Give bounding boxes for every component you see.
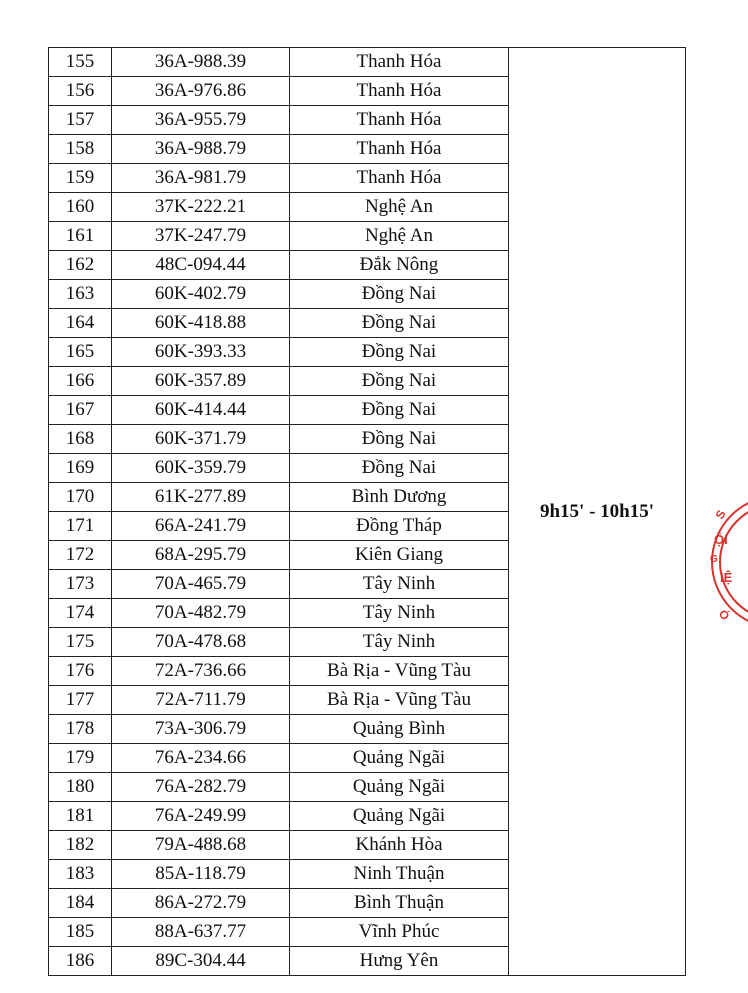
row-number-cell: 166: [49, 367, 112, 396]
row-number-cell: 167: [49, 396, 112, 425]
plate-number-cell: 76A-249.99: [112, 802, 290, 831]
row-number-cell: 174: [49, 599, 112, 628]
province-cell: Nghệ An: [290, 222, 509, 251]
plate-number-cell: 76A-234.66: [112, 744, 290, 773]
plate-number-cell: 66A-241.79: [112, 512, 290, 541]
province-cell: Khánh Hòa: [290, 831, 509, 860]
plate-number-cell: 73A-306.79: [112, 715, 290, 744]
row-number-cell: 165: [49, 338, 112, 367]
province-cell: Đồng Nai: [290, 425, 509, 454]
province-cell: Thanh Hóa: [290, 135, 509, 164]
row-number-cell: 164: [49, 309, 112, 338]
row-number-cell: 155: [49, 48, 112, 77]
plate-number-cell: 86A-272.79: [112, 889, 290, 918]
plate-number-cell: 37K-222.21: [112, 193, 290, 222]
row-number-cell: 170: [49, 483, 112, 512]
row-number-cell: 177: [49, 686, 112, 715]
plate-number-cell: 36A-988.39: [112, 48, 290, 77]
province-cell: Thanh Hóa: [290, 48, 509, 77]
plate-number-cell: 36A-955.79: [112, 106, 290, 135]
plate-number-cell: 48C-094.44: [112, 251, 290, 280]
row-number-cell: 178: [49, 715, 112, 744]
row-number-cell: 156: [49, 77, 112, 106]
stamp-text: ỘI: [714, 532, 728, 547]
province-cell: Vĩnh Phúc: [290, 918, 509, 947]
stamp-text: IỆ: [720, 570, 733, 585]
plate-number-cell: 70A-478.68: [112, 628, 290, 657]
svg-text:Ó: Ó: [715, 606, 733, 624]
plate-number-cell: 36A-981.79: [112, 164, 290, 193]
row-number-cell: 180: [49, 773, 112, 802]
province-cell: Đồng Nai: [290, 367, 509, 396]
row-number-cell: 176: [49, 657, 112, 686]
row-number-cell: 171: [49, 512, 112, 541]
province-cell: Đồng Nai: [290, 338, 509, 367]
province-cell: Thanh Hóa: [290, 106, 509, 135]
row-number-cell: 185: [49, 918, 112, 947]
province-cell: Tây Ninh: [290, 599, 509, 628]
stamp-text: G: [710, 554, 718, 565]
plate-number-cell: 60K-357.89: [112, 367, 290, 396]
province-cell: Quảng Ngãi: [290, 802, 509, 831]
row-number-cell: 161: [49, 222, 112, 251]
province-cell: Bà Rịa - Vũng Tàu: [290, 686, 509, 715]
province-cell: Kiên Giang: [290, 541, 509, 570]
row-number-cell: 163: [49, 280, 112, 309]
row-number-cell: 182: [49, 831, 112, 860]
province-cell: Bình Dương: [290, 483, 509, 512]
table-row: [49, 48, 686, 77]
plate-number-cell: 68A-295.79: [112, 541, 290, 570]
row-number-cell: 158: [49, 135, 112, 164]
province-cell: Đồng Nai: [290, 309, 509, 338]
plate-number-cell: 36A-988.79: [112, 135, 290, 164]
province-cell: Quảng Bình: [290, 715, 509, 744]
svg-text:S: S: [712, 507, 729, 522]
table-body: [49, 48, 686, 976]
plate-number-cell: 72A-711.79: [112, 686, 290, 715]
row-number-cell: 159: [49, 164, 112, 193]
province-cell: Thanh Hóa: [290, 77, 509, 106]
province-cell: Bình Thuận: [290, 889, 509, 918]
plate-number-cell: 60K-359.79: [112, 454, 290, 483]
province-cell: Ninh Thuận: [290, 860, 509, 889]
row-number-cell: 160: [49, 193, 112, 222]
row-number-cell: 173: [49, 570, 112, 599]
plate-number-cell: 61K-277.89: [112, 483, 290, 512]
row-number-cell: 181: [49, 802, 112, 831]
province-cell: Đồng Nai: [290, 454, 509, 483]
province-cell: Đắk Nông: [290, 251, 509, 280]
province-cell: Đồng Nai: [290, 280, 509, 309]
plate-number-cell: 76A-282.79: [112, 773, 290, 802]
plate-number-cell: 60K-414.44: [112, 396, 290, 425]
row-number-cell: 169: [49, 454, 112, 483]
row-number-cell: 162: [49, 251, 112, 280]
row-number-cell: 179: [49, 744, 112, 773]
plate-number-cell: 60K-371.79: [112, 425, 290, 454]
row-number-cell: 183: [49, 860, 112, 889]
province-cell: Đồng Tháp: [290, 512, 509, 541]
row-number-cell: 157: [49, 106, 112, 135]
province-cell: Nghệ An: [290, 193, 509, 222]
province-cell: Tây Ninh: [290, 628, 509, 657]
plate-number-cell: 72A-736.66: [112, 657, 290, 686]
row-number-cell: 172: [49, 541, 112, 570]
plate-number-cell: 88A-637.77: [112, 918, 290, 947]
red-seal-stamp: [708, 492, 748, 632]
province-cell: Hưng Yên: [290, 947, 509, 976]
plate-number-cell: 60K-393.33: [112, 338, 290, 367]
row-number-cell: 168: [49, 425, 112, 454]
row-number-cell: 186: [49, 947, 112, 976]
plate-number-cell: 89C-304.44: [112, 947, 290, 976]
row-number-cell: 175: [49, 628, 112, 657]
plate-number-cell: 70A-482.79: [112, 599, 290, 628]
plate-number-cell: 70A-465.79: [112, 570, 290, 599]
province-cell: Tây Ninh: [290, 570, 509, 599]
province-cell: Quảng Ngãi: [290, 744, 509, 773]
plate-number-cell: 60K-402.79: [112, 280, 290, 309]
province-cell: Thanh Hóa: [290, 164, 509, 193]
row-number-cell: 184: [49, 889, 112, 918]
plate-number-cell: 37K-247.79: [112, 222, 290, 251]
plate-number-cell: 85A-118.79: [112, 860, 290, 889]
plate-auction-table: [48, 47, 686, 976]
province-cell: Bà Rịa - Vũng Tàu: [290, 657, 509, 686]
plate-number-cell: 36A-976.86: [112, 77, 290, 106]
province-cell: Quảng Ngãi: [290, 773, 509, 802]
plate-number-cell: 79A-488.68: [112, 831, 290, 860]
province-cell: Đồng Nai: [290, 396, 509, 425]
time-slot-cell: 9h15' - 10h15': [509, 48, 686, 976]
plate-number-cell: 60K-418.88: [112, 309, 290, 338]
